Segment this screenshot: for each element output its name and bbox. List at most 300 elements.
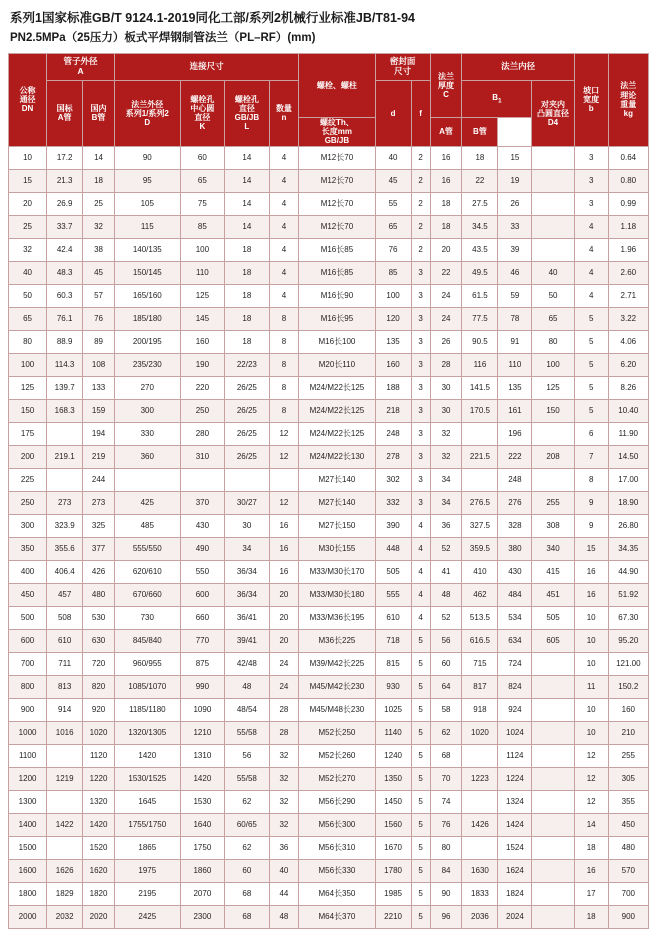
table-cell: 76 [430, 813, 462, 836]
table-cell: 59 [498, 284, 532, 307]
table-cell: 41 [430, 560, 462, 583]
table-cell: 5 [411, 790, 430, 813]
table-cell: 12 [574, 744, 608, 767]
table-cell: 28 [269, 698, 299, 721]
table-row [9, 192, 649, 215]
table-cell: 4 [269, 215, 299, 238]
table-cell: 370 [180, 491, 224, 514]
table-cell: 3 [411, 284, 430, 307]
table-cell: 660 [180, 606, 224, 629]
table-cell: 302 [375, 468, 411, 491]
cell-dn: 10 [9, 146, 47, 169]
table-cell: M16长100 [299, 330, 375, 353]
table-cell: 165/160 [114, 284, 180, 307]
table-cell: 24 [269, 675, 299, 698]
table-cell: 1210 [180, 721, 224, 744]
table-cell: 14 [574, 813, 608, 836]
cell-dn: 1600 [9, 859, 47, 882]
table-cell: 14 [225, 215, 269, 238]
th-pipe-b: 国内 B管 [83, 81, 115, 147]
table-cell: M30长155 [299, 537, 375, 560]
table-cell [532, 652, 574, 675]
table-cell: 39/41 [225, 629, 269, 652]
table-row [9, 491, 649, 514]
table-cell: 20 [269, 629, 299, 652]
table-cell: 76.1 [47, 307, 83, 330]
table-cell: 280 [180, 422, 224, 445]
table-cell: 4 [269, 284, 299, 307]
table-cell: 2 [411, 215, 430, 238]
table-cell: 4.06 [608, 330, 648, 353]
table-cell: 457 [47, 583, 83, 606]
table-cell [532, 721, 574, 744]
table-cell: 1420 [114, 744, 180, 767]
table-cell: 4 [269, 169, 299, 192]
table-cell: 90 [430, 882, 462, 905]
table-cell: 1520 [83, 836, 115, 859]
table-cell: 62 [225, 836, 269, 859]
table-cell: 40 [375, 146, 411, 169]
table-cell: 3 [574, 146, 608, 169]
table-cell [532, 675, 574, 698]
table-cell: 670/660 [114, 583, 180, 606]
table-cell: 1865 [114, 836, 180, 859]
table-cell: 18 [430, 215, 462, 238]
table-cell: 70 [430, 767, 462, 790]
table-cell: 377 [83, 537, 115, 560]
table-cell: 32 [269, 813, 299, 836]
cell-dn: 20 [9, 192, 47, 215]
table-row [9, 399, 649, 422]
table-cell [532, 192, 574, 215]
table-cell: 1829 [47, 882, 83, 905]
table-cell: 40 [269, 859, 299, 882]
table-cell: 813 [47, 675, 83, 698]
table-cell: 5 [411, 882, 430, 905]
table-cell: 415 [532, 560, 574, 583]
table-cell: M12长70 [299, 215, 375, 238]
table-cell: 28 [269, 721, 299, 744]
table-cell [532, 882, 574, 905]
table-cell [532, 790, 574, 813]
table-cell: 16 [269, 514, 299, 537]
table-cell: 918 [462, 698, 498, 721]
table-cell: 1140 [375, 721, 411, 744]
table-cell: M56长310 [299, 836, 375, 859]
table-cell: 48/54 [225, 698, 269, 721]
table-cell: 555 [375, 583, 411, 606]
table-row [9, 330, 649, 353]
table-cell [532, 146, 574, 169]
table-cell: 5 [411, 767, 430, 790]
table-cell: 380 [498, 537, 532, 560]
table-cell: 1645 [114, 790, 180, 813]
cell-dn: 40 [9, 261, 47, 284]
table-cell: 1420 [83, 813, 115, 836]
table-cell: 1016 [47, 721, 83, 744]
th-bore-b: $B_1$ [462, 81, 532, 118]
table-cell: 18 [430, 192, 462, 215]
table-cell: 5 [574, 330, 608, 353]
table-cell: 1025 [375, 698, 411, 721]
th-flange-od: 法兰外径 系列1/系列2 D [114, 81, 180, 147]
table-cell: 18.90 [608, 491, 648, 514]
table-cell [269, 468, 299, 491]
table-cell: 4 [574, 215, 608, 238]
th-bolt-thread: 螺纹Th、 长度mm GB/JB [299, 118, 375, 147]
table-row [9, 445, 649, 468]
table-cell [47, 468, 83, 491]
cell-dn: 32 [9, 238, 47, 261]
table-cell: 5 [411, 721, 430, 744]
table-cell: 96 [430, 905, 462, 928]
table-cell: 8 [269, 376, 299, 399]
table-cell: M56长330 [299, 859, 375, 882]
th-bore-bpipe: B管 [462, 118, 498, 147]
table-cell: 448 [375, 537, 411, 560]
table-cell: M24/M22长125 [299, 422, 375, 445]
cell-dn: 200 [9, 445, 47, 468]
table-row [9, 744, 649, 767]
table-cell [180, 468, 224, 491]
table-cell: 1560 [375, 813, 411, 836]
table-cell: 355.6 [47, 537, 83, 560]
table-cell: 5 [574, 353, 608, 376]
table-cell: 42/48 [225, 652, 269, 675]
table-row [9, 307, 649, 330]
table-cell: 16 [574, 583, 608, 606]
table-cell: 406.4 [47, 560, 83, 583]
table-cell: 36 [430, 514, 462, 537]
table-cell: 3 [411, 261, 430, 284]
table-cell: 3 [574, 169, 608, 192]
table-cell: 34.35 [608, 537, 648, 560]
table-cell: 530 [83, 606, 115, 629]
table-cell: 1350 [375, 767, 411, 790]
table-cell: 4 [574, 238, 608, 261]
table-cell: 4 [269, 238, 299, 261]
table-body [9, 146, 649, 928]
cell-dn: 600 [9, 629, 47, 652]
table-cell: 8 [269, 353, 299, 376]
table-cell: 16 [269, 537, 299, 560]
table-cell [532, 215, 574, 238]
table-cell: 570 [608, 859, 648, 882]
table-cell: 4 [269, 192, 299, 215]
table-cell: M36长225 [299, 629, 375, 652]
table-cell: 1020 [83, 721, 115, 744]
table-cell: 1185/1180 [114, 698, 180, 721]
table-cell: 110 [180, 261, 224, 284]
table-cell: 18 [225, 307, 269, 330]
table-row [9, 537, 649, 560]
table-cell: 1780 [375, 859, 411, 882]
table-cell: 115 [114, 215, 180, 238]
table-cell: 480 [608, 836, 648, 859]
table-cell: 51.92 [608, 583, 648, 606]
table-cell: 330 [114, 422, 180, 445]
table-cell: 28 [430, 353, 462, 376]
cell-dn: 250 [9, 491, 47, 514]
table-cell: 32 [269, 744, 299, 767]
cell-dn: 1000 [9, 721, 47, 744]
cell-dn: 1300 [9, 790, 47, 813]
table-cell: 36/34 [225, 560, 269, 583]
table-cell: 1750 [180, 836, 224, 859]
table-cell: 56 [430, 629, 462, 652]
table-cell: 24 [430, 284, 462, 307]
table-cell: 65 [180, 169, 224, 192]
table-cell: 1224 [498, 767, 532, 790]
table-cell: 513.5 [462, 606, 498, 629]
table-cell: 1.18 [608, 215, 648, 238]
table-cell: M16长85 [299, 238, 375, 261]
table-cell: 22/23 [225, 353, 269, 376]
table-cell: 770 [180, 629, 224, 652]
table-cell [532, 905, 574, 928]
table-cell: 185/180 [114, 307, 180, 330]
table-row [9, 698, 649, 721]
table-cell: 194 [83, 422, 115, 445]
table-cell: 4 [574, 284, 608, 307]
table-row [9, 859, 649, 882]
table-cell: 40 [532, 261, 574, 284]
table-cell: 52 [430, 537, 462, 560]
table-row [9, 836, 649, 859]
table-cell: 48.3 [47, 261, 83, 284]
table-cell: 36/34 [225, 583, 269, 606]
table-cell: 10.40 [608, 399, 648, 422]
table-cell: 68 [430, 744, 462, 767]
table-cell: 4 [269, 261, 299, 284]
table-cell: 64 [430, 675, 462, 698]
table-cell: 32 [269, 767, 299, 790]
table-cell: 160 [180, 330, 224, 353]
cell-dn: 15 [9, 169, 47, 192]
table-cell: M24/M22长125 [299, 376, 375, 399]
table-cell: 222 [498, 445, 532, 468]
table-cell: 1422 [47, 813, 83, 836]
table-cell: 18 [225, 284, 269, 307]
table-cell: M27长150 [299, 514, 375, 537]
table-cell: 42.4 [47, 238, 83, 261]
table-cell: 410 [462, 560, 498, 583]
table-cell: 18 [83, 169, 115, 192]
table-cell: 14.50 [608, 445, 648, 468]
table-cell: 26.9 [47, 192, 83, 215]
table-cell: 355 [608, 790, 648, 813]
table-cell: 2 [411, 192, 430, 215]
table-cell: 14 [225, 169, 269, 192]
table-cell: 4 [269, 146, 299, 169]
cell-dn: 300 [9, 514, 47, 537]
table-cell: 16 [430, 169, 462, 192]
table-cell: 18 [574, 836, 608, 859]
table-cell: 220 [180, 376, 224, 399]
table-cell: 43.5 [462, 238, 498, 261]
table-cell: 57 [83, 284, 115, 307]
table-cell: 32 [430, 445, 462, 468]
table-cell: 17 [574, 882, 608, 905]
table-cell: 1223 [462, 767, 498, 790]
table-cell: M16长90 [299, 284, 375, 307]
table-cell: 75 [180, 192, 224, 215]
table-cell: 65 [375, 215, 411, 238]
table-cell [532, 859, 574, 882]
table-cell: 1530/1525 [114, 767, 180, 790]
table-row [9, 629, 649, 652]
table-cell: 1085/1070 [114, 675, 180, 698]
table-cell [225, 468, 269, 491]
table-cell [532, 468, 574, 491]
table-cell: 1426 [462, 813, 498, 836]
table-cell: 105 [114, 192, 180, 215]
th-group-pipe-od: 管子外径 A [47, 54, 115, 81]
table-cell: 305 [608, 767, 648, 790]
table-cell: M52长260 [299, 744, 375, 767]
table-cell: 10 [574, 629, 608, 652]
table-cell: 45 [83, 261, 115, 284]
table-cell: M24/M22长125 [299, 399, 375, 422]
table-cell: 255 [608, 744, 648, 767]
cell-dn: 25 [9, 215, 47, 238]
table-cell: 22 [430, 261, 462, 284]
table-cell: 323.9 [47, 514, 83, 537]
table-cell: 20 [269, 583, 299, 606]
table-cell: 490 [180, 537, 224, 560]
table-cell: 2 [411, 238, 430, 261]
table-cell: 34 [225, 537, 269, 560]
table-cell: 36/41 [225, 606, 269, 629]
table-cell: 1324 [498, 790, 532, 813]
table-cell: 1450 [375, 790, 411, 813]
table-cell: 85 [180, 215, 224, 238]
table-cell [532, 767, 574, 790]
table-cell: 16 [574, 859, 608, 882]
table-cell: 276.5 [462, 491, 498, 514]
table-cell: 1620 [83, 859, 115, 882]
table-cell: 1.96 [608, 238, 648, 261]
table-cell: 1220 [83, 767, 115, 790]
table-cell: 150.2 [608, 675, 648, 698]
table-cell: 2300 [180, 905, 224, 928]
table-cell: 3 [574, 192, 608, 215]
table-cell: 46 [498, 261, 532, 284]
table-cell: 38 [83, 238, 115, 261]
table-cell [114, 468, 180, 491]
table-cell: 3 [411, 353, 430, 376]
table-cell: 4 [411, 583, 430, 606]
table-cell: 2020 [83, 905, 115, 928]
table-cell: 62 [225, 790, 269, 813]
table-row [9, 790, 649, 813]
table-cell: 90 [114, 146, 180, 169]
cell-dn: 175 [9, 422, 47, 445]
table-cell: 77.5 [462, 307, 498, 330]
table-cell: 451 [532, 583, 574, 606]
table-row [9, 376, 649, 399]
table-cell: 74 [430, 790, 462, 813]
table-cell: 32 [269, 790, 299, 813]
th-dn: 公称 通径 DN [9, 54, 47, 147]
table-cell: 1640 [180, 813, 224, 836]
th-weight: 法兰 理论 重量 kg [608, 54, 648, 147]
table-cell: 1530 [180, 790, 224, 813]
table-header [9, 54, 649, 147]
table-cell: 100 [375, 284, 411, 307]
table-cell: 219.1 [47, 445, 83, 468]
cell-dn: 100 [9, 353, 47, 376]
table-cell: 48 [225, 675, 269, 698]
cell-dn: 65 [9, 307, 47, 330]
table-cell: 1630 [462, 859, 498, 882]
table-cell: 18 [462, 146, 498, 169]
table-cell: 900 [608, 905, 648, 928]
table-cell: 462 [462, 583, 498, 606]
table-cell: 276 [498, 491, 532, 514]
table-cell: 12 [269, 445, 299, 468]
table-cell: 18 [225, 261, 269, 284]
table-cell: M27长140 [299, 491, 375, 514]
table-cell: M56长290 [299, 790, 375, 813]
cell-dn: 350 [9, 537, 47, 560]
table-cell [47, 744, 83, 767]
table-cell: 135 [498, 376, 532, 399]
table-cell: 2070 [180, 882, 224, 905]
table-cell: 100 [532, 353, 574, 376]
table-cell: 244 [83, 468, 115, 491]
table-cell [532, 422, 574, 445]
table-cell: 248 [498, 468, 532, 491]
table-cell: 159 [83, 399, 115, 422]
table-cell: 990 [180, 675, 224, 698]
table-cell: 221.5 [462, 445, 498, 468]
table-cell: 125 [180, 284, 224, 307]
table-cell: 39 [498, 238, 532, 261]
table-cell: 56 [225, 744, 269, 767]
table-cell: 430 [498, 560, 532, 583]
table-cell: M33/M36长195 [299, 606, 375, 629]
table-cell: 18 [225, 330, 269, 353]
table-cell: 26 [430, 330, 462, 353]
table-cell: 14 [225, 146, 269, 169]
table-cell: 135 [375, 330, 411, 353]
table-cell: M45/M48长230 [299, 698, 375, 721]
th-seal-d: d [375, 81, 411, 147]
table-row [9, 675, 649, 698]
table-cell: M56长300 [299, 813, 375, 836]
table-cell: 3 [411, 491, 430, 514]
table-cell: M16长85 [299, 261, 375, 284]
table-cell: 8.26 [608, 376, 648, 399]
table-cell [47, 422, 83, 445]
table-cell: M45/M42长230 [299, 675, 375, 698]
table-cell: 610 [375, 606, 411, 629]
page-title: 系列1国家标准GB/T 9124.1-2019同化工部/系列2机械行业标准JB/T81-94 [10, 11, 415, 25]
table-cell: 19 [498, 169, 532, 192]
title-block [8, 8, 649, 53]
table-cell: 600 [180, 583, 224, 606]
table-cell: 30 [225, 514, 269, 537]
table-cell: 3 [411, 468, 430, 491]
table-cell: 332 [375, 491, 411, 514]
table-cell: 12 [574, 790, 608, 813]
table-cell: 1670 [375, 836, 411, 859]
table-cell: 80 [532, 330, 574, 353]
table-cell: 815 [375, 652, 411, 675]
table-cell: 630 [83, 629, 115, 652]
table-cell: 30/27 [225, 491, 269, 514]
